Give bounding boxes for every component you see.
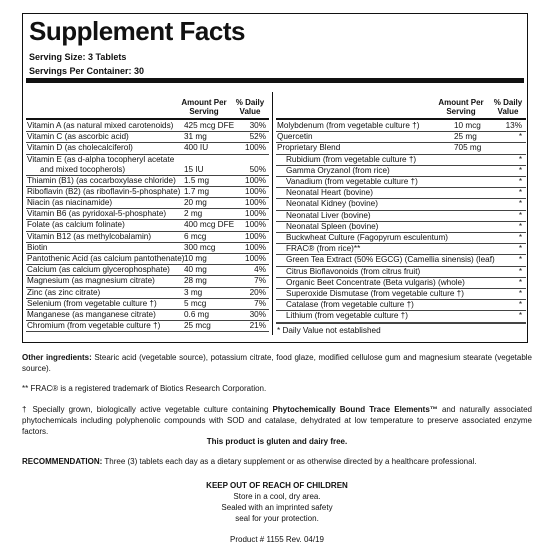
row-amount: 10 mg xyxy=(184,254,207,263)
recommendation xyxy=(22,456,532,467)
row-amount: 425 mcg DFE xyxy=(184,121,235,130)
row-daily-value: * xyxy=(518,300,522,310)
ingredient-row xyxy=(276,233,526,244)
row-daily-value: 100% xyxy=(245,198,266,207)
nutrient-row xyxy=(26,198,269,209)
row-name: Zinc (as zinc citrate) xyxy=(27,287,101,297)
row-amount: 40 mg xyxy=(184,265,207,275)
row-name: Pantothenic Acid (as calcium pantothenate) xyxy=(27,254,185,263)
row-name: Neonatal Heart (bovine) xyxy=(286,188,373,198)
right-header-rule xyxy=(276,118,526,120)
storage-note: Store in a cool, dry area. xyxy=(233,492,321,501)
nutrient-row xyxy=(26,176,269,187)
gluten-free-note: This product is gluten and dairy free. xyxy=(206,437,348,446)
row-name: Magnesium (as magnesium citrate) xyxy=(27,276,155,286)
row-daily-value: * xyxy=(518,266,522,276)
nutrient-row xyxy=(26,132,269,143)
amount-header-line2: Serving xyxy=(189,107,219,116)
row-daily-value: * xyxy=(518,132,522,142)
row-daily-value: * xyxy=(518,289,522,298)
row-name: Calcium (as calcium glycerophosphate) xyxy=(27,265,170,275)
row-daily-value: 52% xyxy=(249,132,266,142)
row-daily-value: 4% xyxy=(254,265,266,275)
row-daily-value: 100% xyxy=(245,242,266,252)
nutrient-row xyxy=(26,288,269,299)
row-name: Proprietary Blend xyxy=(277,143,341,153)
nutrient-row xyxy=(26,143,269,154)
other-ingredients-text: Stearic acid (vegetable source), potassium citrate, food glaze, modified cellulose gum and magnesium stearate (vegetable source). xyxy=(22,353,532,373)
row-name: Vitamin C (as ascorbic acid) xyxy=(27,132,129,142)
row-name: Manganese (as manganese citrate) xyxy=(27,310,156,319)
row-daily-value: 100% xyxy=(245,186,266,196)
recommendation-label: RECOMMENDATION: xyxy=(22,457,103,466)
nutrient-row xyxy=(26,265,269,276)
row-daily-value: * xyxy=(518,244,522,254)
nutrient-row xyxy=(26,187,269,198)
ingredient-row xyxy=(276,143,526,154)
row-amount: 1.7 mg xyxy=(184,186,210,196)
row-name: Vitamin E (as d-alpha tocopheryl acetate xyxy=(27,154,175,164)
ingredient-row xyxy=(276,255,526,266)
row-name: Niacin (as niacinamide) xyxy=(27,198,113,207)
other-ingredients xyxy=(22,352,532,374)
row-daily-value: * xyxy=(518,277,522,287)
row-amount: 15 IU xyxy=(184,164,204,174)
row-daily-value: 20% xyxy=(249,287,266,297)
row-daily-value: * xyxy=(518,177,522,186)
row-daily-value: 100% xyxy=(245,220,266,230)
row-amount: 2 mg xyxy=(184,209,203,219)
row-name: Vanadium (from vegetable culture †) xyxy=(286,177,418,186)
ingredient-row xyxy=(276,188,526,199)
row-daily-value: 21% xyxy=(249,321,266,331)
culture-note xyxy=(22,404,532,437)
ingredient-row xyxy=(276,166,526,177)
dv-header-line1: % Daily xyxy=(235,98,265,107)
row-daily-value: 100% xyxy=(245,143,266,153)
row-name: Chromium (from vegetable culture †) xyxy=(27,321,161,331)
ingredient-row xyxy=(276,222,526,233)
amount-header-right xyxy=(433,98,489,116)
row-name: Quercetin xyxy=(277,132,313,142)
dv-header-right xyxy=(489,98,527,116)
dv-header-right-line2: Value xyxy=(497,107,519,116)
amount-header-right-line2: Serving xyxy=(446,107,476,116)
row-amount: 25 mcg xyxy=(184,321,211,331)
row-name: Neonatal Spleen (bovine) xyxy=(286,221,379,231)
row-name: Green Tea Extract (50% EGCG) (Camellia sinensis) (leaf) xyxy=(286,255,495,265)
row-amount: 6 mcg xyxy=(184,231,207,241)
nutrient-row xyxy=(26,121,269,132)
row-name: Molybdenum (from vegetable culture †) xyxy=(277,121,420,130)
row-amount: 10 mcg xyxy=(454,121,481,130)
row-name: Vitamin B12 (as methylcobalamin) xyxy=(27,231,152,241)
row-name: Vitamin A (as natural mixed carotenoids) xyxy=(27,121,174,130)
row-daily-value: * xyxy=(518,311,522,321)
column-divider xyxy=(272,92,273,335)
dv-header-right-line1: % Daily xyxy=(493,98,523,107)
row-amount: 300 mcg xyxy=(184,242,216,252)
dv-note xyxy=(276,323,526,335)
row-amount: 400 IU xyxy=(184,143,209,153)
culture-note-end: and naturally associated phytochemicals including polyphenolic compounds with SOD and catalase, dehydrated at low temperature to preserve associated enzyme factors. xyxy=(22,405,533,436)
row-name: Rubidium (from vegetable culture †) xyxy=(286,154,417,164)
nutrient-row xyxy=(26,276,269,287)
ingredient-row xyxy=(276,244,526,255)
serving-size: Serving Size: 3 Tablets xyxy=(29,52,127,62)
row-daily-value: 30% xyxy=(249,310,266,319)
row-amount: 20 mg xyxy=(184,198,207,207)
row-name: Riboflavin (B2) (as riboflavin-5-phosphate) xyxy=(27,186,181,196)
seal-note-2: seal for your protection. xyxy=(235,514,319,523)
row-daily-value: * xyxy=(518,165,522,175)
panel-title: Supplement Facts xyxy=(29,16,245,46)
row-name: Superoxide Dismutase (from vegetable culture †) xyxy=(286,289,464,298)
ingredient-row xyxy=(276,267,526,278)
row-name: Neonatal Liver (bovine) xyxy=(286,210,371,220)
row-daily-value: * xyxy=(518,199,522,209)
servings-per-container: Servings Per Container: 30 xyxy=(29,66,145,76)
row-daily-value: * xyxy=(518,221,522,231)
dv-note-text: * Daily Value not established xyxy=(277,326,381,335)
ingredient-row xyxy=(276,199,526,210)
ingredient-row xyxy=(276,155,526,166)
ingredient-row xyxy=(276,121,526,132)
dv-header xyxy=(230,98,270,116)
row-daily-value: 7% xyxy=(254,298,266,308)
nutrient-row xyxy=(26,310,269,321)
row-amount: 0.6 mg xyxy=(184,310,210,319)
keep-out-warning: KEEP OUT OF REACH OF CHILDREN xyxy=(206,481,348,490)
nutrient-row xyxy=(26,209,269,220)
row-daily-value: 13% xyxy=(505,121,522,130)
row-amount: 400 mcg DFE xyxy=(184,220,235,230)
left-header-rule xyxy=(26,118,269,120)
row-daily-value: * xyxy=(518,154,522,164)
row-name: Vitamin D (as cholecalciferol) xyxy=(27,143,133,153)
ingredient-row xyxy=(276,300,526,311)
nutrient-row xyxy=(26,243,269,254)
nutrient-row xyxy=(26,155,269,176)
row-name-cont: and mixed tocopherols) xyxy=(40,164,126,174)
row-amount: 3 mg xyxy=(184,287,203,297)
row-daily-value: 100% xyxy=(245,175,266,185)
amount-header-right-line1: Amount Per xyxy=(438,98,484,107)
product-number: Product # 1155 Rev. 04/19 xyxy=(230,535,324,544)
row-amount: 705 mg xyxy=(454,143,482,153)
ingredient-row xyxy=(276,311,526,322)
row-daily-value: 100% xyxy=(245,254,266,263)
seal-note-1: Sealed with an imprinted safety xyxy=(221,503,333,512)
culture-note-bold: Phytochemically Bound Trace Elements™ xyxy=(272,405,438,414)
row-name: Selenium (from vegetable culture †) xyxy=(27,298,157,308)
ingredient-row xyxy=(276,278,526,289)
dv-header-line2: Value xyxy=(239,107,261,116)
row-name: FRAC® (from rice)** xyxy=(286,244,361,254)
row-amount: 1.5 mg xyxy=(184,175,210,185)
row-name: Folate (as calcium folinate) xyxy=(27,220,125,230)
row-daily-value: * xyxy=(518,233,522,242)
ingredient-row xyxy=(276,132,526,143)
row-daily-value: * xyxy=(518,255,522,265)
row-name: Organic Beet Concentrate (Beta vulgaris) (whole) xyxy=(286,277,465,287)
nutrient-row xyxy=(26,254,269,265)
row-name: Biotin xyxy=(27,242,48,252)
row-daily-value: * xyxy=(518,210,522,220)
row-name: Neonatal Kidney (bovine) xyxy=(286,199,378,209)
row-daily-value: 30% xyxy=(249,121,266,130)
ingredient-row xyxy=(276,177,526,188)
amount-header-line1: Amount Per xyxy=(181,98,227,107)
row-name: Vitamin B6 (as pyridoxal-5-phosphate) xyxy=(27,209,167,219)
row-daily-value: * xyxy=(518,188,522,198)
row-name: Thiamin (B1) (as cocarboxylase chloride) xyxy=(27,175,176,185)
ingredient-row xyxy=(276,211,526,222)
row-daily-value: 50% xyxy=(249,164,266,174)
row-daily-value: 100% xyxy=(245,209,266,219)
nutrient-row xyxy=(26,232,269,243)
row-daily-value: 100% xyxy=(245,231,266,241)
amount-header xyxy=(178,98,230,116)
recommendation-text: Three (3) tablets each day as a dietary supplement or as otherwise directed by a healthcare professional. xyxy=(104,457,477,466)
supplement-facts-panel xyxy=(22,13,528,343)
row-amount: 25 mg xyxy=(454,132,477,142)
culture-note-start: † Specially grown, biologically active vegetable culture containing xyxy=(22,405,269,414)
nutrient-row xyxy=(26,220,269,231)
row-name: Buckwheat Culture (Fagopyrum esculentum) xyxy=(286,233,448,242)
ingredient-row xyxy=(276,289,526,300)
nutrient-row xyxy=(26,299,269,310)
nutrient-row xyxy=(26,321,269,332)
thick-rule xyxy=(26,78,524,83)
other-ingredients-label: Other ingredients: xyxy=(22,353,92,362)
trademark-note: ** FRAC® is a registered trademark of Biotics Research Corporation. xyxy=(22,384,267,393)
row-name: Lithium (from vegetable culture †) xyxy=(286,311,408,321)
row-name: Citrus Bioflavonoids (from citrus fruit) xyxy=(286,266,421,276)
row-name: Gamma Oryzanol (from rice) xyxy=(286,165,390,175)
row-amount: 31 mg xyxy=(184,132,207,142)
row-amount: 28 mg xyxy=(184,276,207,286)
row-name: Catalase (from vegetable culture †) xyxy=(286,300,414,310)
row-amount: 5 mcg xyxy=(184,298,207,308)
row-daily-value: 7% xyxy=(254,276,266,286)
